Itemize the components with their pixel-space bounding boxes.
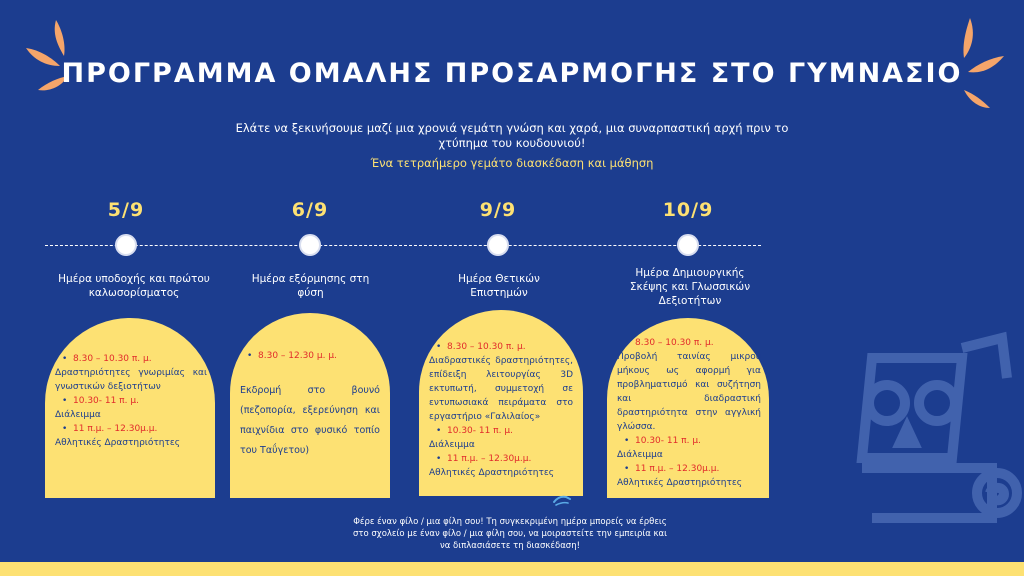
activity-text: Δραστηριότητες γνωριμίας και γνωστικών δεξιοτήτων	[55, 368, 207, 392]
timeline-node	[677, 234, 699, 256]
activity-text: Αθλητικές Δραστηριότητες	[617, 478, 743, 488]
time-slot: • 8.30 – 10.30 π. μ.	[429, 340, 573, 354]
intro-text: Ελάτε να ξεκινήσουμε μαζί μια χρονιά γεμάτη γνώση και χαρά, μια συναρπαστική αρχή πριν το χτύπημα του κουδουνιού!	[235, 121, 789, 150]
day-title: Ημέρα Δημιουργικής Σκέψης και Γλωσσικών Δεξιοτήτων	[629, 267, 751, 307]
activity-text: Προβολή ταινίας μικρού μήκους ως αφορμή για προβληματισμό και συζήτηση και διαδραστική δραστηριότητα στην αγγλική γλώσσα.	[617, 352, 761, 432]
time-slot: • 8.30 – 12.30 μ. μ.	[240, 349, 380, 363]
day-title: Ημέρα υποδοχής και πρώτου καλωσορίσματος	[58, 273, 210, 299]
timeline-line	[45, 245, 761, 246]
hand-pointer-icon	[551, 488, 573, 510]
schedule-card	[45, 318, 215, 498]
schedule-card	[607, 318, 769, 498]
bottom-stripe	[0, 562, 1024, 576]
timeline-node	[115, 234, 137, 256]
time-slot: • 11 π.μ. – 12.30μ.μ.	[55, 422, 207, 436]
activity-text: Διαδραστικές δραστηριότητες, επίδειξη λειτουργίας 3D εκτυπωτή, συμμετοχή σε εντυπωσιακά πειράματα στο εργαστήριο «Γαλιλαίος»	[429, 356, 573, 422]
activity-text: Διάλειμμα	[617, 450, 663, 460]
time-slot: • 10.30- 11 π. μ.	[55, 394, 207, 408]
time-slot: • 8.30 – 10.30 π. μ.	[55, 352, 207, 366]
date-label: 9/9	[479, 199, 517, 221]
time-slot: • 10.30- 11 π. μ.	[429, 424, 573, 438]
time-slot: • 11 π.μ. – 12.30μ.μ.	[617, 462, 761, 476]
time-slot: • 8.30 – 10.30 π. μ.	[617, 336, 761, 350]
schedule-card	[230, 313, 390, 498]
activity-text: Αθλητικές Δραστηριότητες	[55, 438, 181, 448]
activity-text: Εκδρομή στο βουνό (πεζοπορία, εξερεύνηση και παιχνίδια στο φυσικό τοπίο του Ταΰγετου)	[240, 385, 380, 456]
owl-mascot-icon	[842, 318, 1024, 558]
footer-note: Φέρε έναν φίλο / μια φίλη σου! Τη συγκεκριμένη ημέρα μπορείς να έρθεις στο σχολείο με έναν φίλο / μια φίλη σου, να μοιραστείτε την εμπειρία και να διπλασιάσετε τη διασκέδαση!	[352, 517, 668, 551]
time-slot: • 10.30- 11 π. μ.	[617, 434, 761, 448]
schedule-card	[419, 310, 583, 496]
day-title: Ημέρα Θετικών Επιστημών	[458, 273, 540, 299]
activity-text: Διάλειμμα	[55, 410, 101, 420]
timeline-node	[299, 234, 321, 256]
date-label: 10/9	[662, 199, 714, 221]
activity-text: Διάλειμμα	[429, 440, 475, 450]
date-label: 5/9	[107, 199, 145, 221]
timeline-node	[487, 234, 509, 256]
page-title: ΠΡΟΓΡΑΜΜΑ ΟΜΑΛΗΣ ΠΡΟΣΑΡΜΟΓΗΣ ΣΤΟ ΓΥΜΝΑΣΙΟ	[61, 58, 963, 89]
day-title: Ημέρα εξόρμησης στη φύση	[251, 273, 370, 299]
date-label: 6/9	[291, 199, 329, 221]
tagline: Ένα τετραήμερο γεμάτο διασκέδαση και μάθηση	[370, 156, 654, 170]
time-slot: • 11 π.μ. – 12.30μ.μ.	[429, 452, 573, 466]
activity-text: Αθλητικές Δραστηριότητες	[429, 468, 555, 478]
